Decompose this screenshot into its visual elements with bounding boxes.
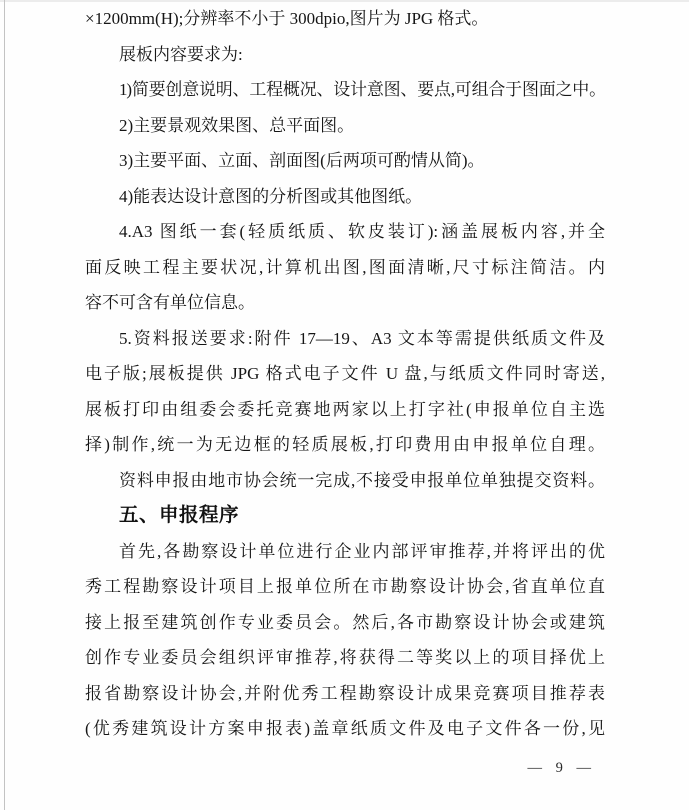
doc-line: 1)简要创意说明、工程概况、设计意图、要点,可组合于图面之中。 — [119, 80, 605, 99]
document-body — [85, 1, 605, 747]
doc-line: 4)能表达设计意图的分析图或其他图纸。 — [119, 186, 423, 206]
doc-line: 首先,各勘察设计单位进行企业内部评审推荐,并将评出的优 — [119, 541, 605, 561]
doc-line: 电子版;展板提供 JPG 格式电子文件 U 盘,与纸质文件同时寄送, — [85, 364, 605, 383]
doc-line: 接上报至建筑创作专业委员会。然后,各市勘察设计协会或建筑 — [85, 612, 605, 632]
section-heading: 五、申报程序 — [119, 504, 240, 526]
doc-line: 择)制作,统一为无边框的轻质展板,打印费用由申报单位自理。 — [85, 435, 605, 454]
scan-edge-line — [4, 0, 5, 810]
doc-line: 展板打印由组委会委托竞赛地两家以上打字社(申报单位自主选 — [85, 399, 605, 419]
page-number: — 9 — — [527, 760, 596, 776]
doc-line: 5.资料报送要求:附件 17—19、A3 文本等需提供纸质文件及 — [119, 328, 605, 348]
doc-line: 展板内容要求为: — [119, 44, 243, 64]
doc-line: 报省勘察设计协会,并附优秀工程勘察设计成果竞赛项目推荐表 — [85, 683, 605, 703]
doc-line: 创作专业委员会组织评审推荐,将获得二等奖以上的项目择优上 — [85, 648, 605, 667]
doc-line: 秀工程勘察设计项目上报单位所在市勘察设计协会,省直单位直 — [85, 577, 605, 596]
doc-line: 3)主要平面、立面、剖面图(后两项可酌情从简)。 — [119, 151, 485, 170]
doc-line: 面反映工程主要状况,计算机出图,图面清晰,尺寸标注简洁。内 — [85, 257, 605, 277]
doc-line: 容不可含有单位信息。 — [85, 293, 255, 312]
doc-line: (优秀建筑设计方案申报表)盖章纸质文件及电子文件各一份,见 — [85, 719, 605, 738]
doc-line: 资料申报由地市协会统一完成,不接受申报单位单独提交资料。 — [119, 470, 605, 490]
doc-line: ×1200mm(H);分辨率不小于 300dpio,图片为 JPG 格式。 — [85, 9, 489, 28]
doc-line: 2)主要景观效果图、总平面图。 — [119, 115, 355, 135]
doc-line: 4.A3 图纸一套(轻质纸质、软皮装订):涵盖展板内容,并全 — [119, 222, 605, 241]
